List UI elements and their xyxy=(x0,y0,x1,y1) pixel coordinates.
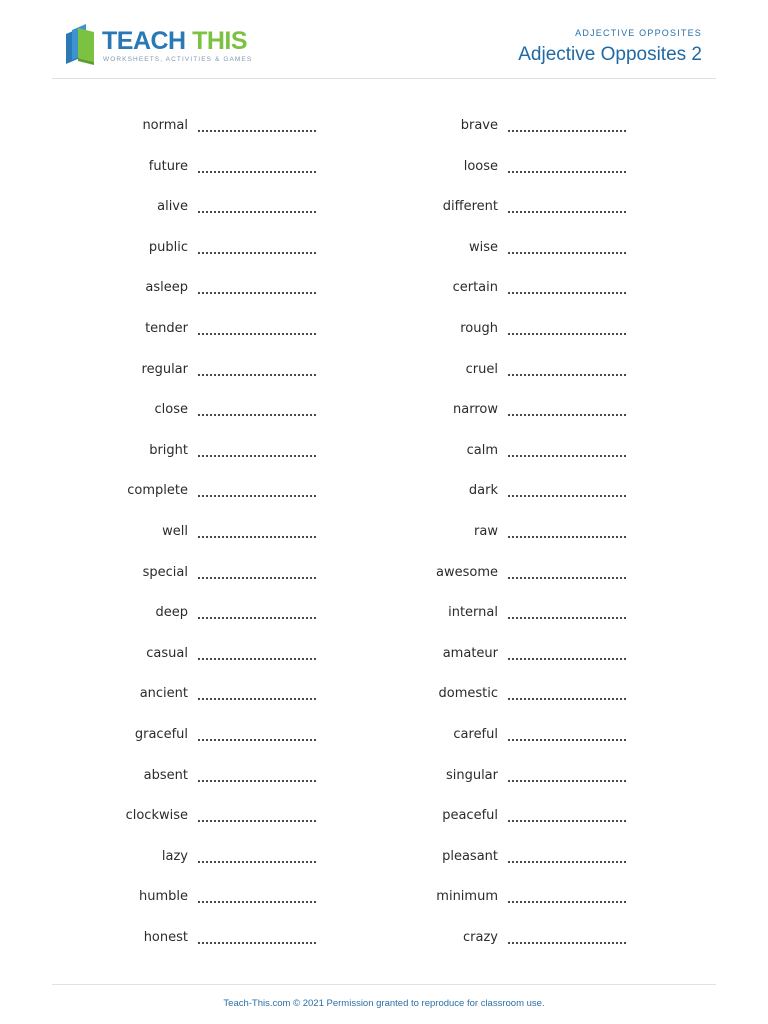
word-row xyxy=(390,113,650,154)
worksheet-title: Adjective Opposites 2 xyxy=(518,44,702,65)
answer-blank[interactable] xyxy=(198,901,316,903)
adjective-word: awesome xyxy=(436,564,498,580)
answer-blank[interactable] xyxy=(508,414,626,416)
adjective-word: normal xyxy=(142,118,188,133)
answer-blank[interactable] xyxy=(508,252,626,254)
answer-blank[interactable] xyxy=(508,577,626,579)
answer-blank[interactable] xyxy=(508,617,626,619)
word-row xyxy=(390,235,650,276)
adjective-word: raw xyxy=(474,523,498,539)
adjective-word: public xyxy=(148,239,188,255)
answer-blank[interactable] xyxy=(198,495,316,497)
page-header xyxy=(0,0,768,80)
word-row xyxy=(390,275,650,316)
answer-blank[interactable] xyxy=(198,698,316,700)
answer-blank[interactable] xyxy=(508,698,626,700)
word-row xyxy=(390,438,650,479)
answer-blank[interactable] xyxy=(198,455,316,457)
adjective-word: singular xyxy=(445,767,498,783)
answer-blank[interactable] xyxy=(198,861,316,863)
word-row xyxy=(390,560,650,601)
book-logo-icon xyxy=(64,24,98,66)
word-row xyxy=(390,194,650,235)
answer-blank[interactable] xyxy=(508,171,626,173)
word-row xyxy=(390,722,650,763)
adjective-word: loose xyxy=(463,158,498,174)
word-row xyxy=(80,884,340,925)
word-row xyxy=(390,641,650,682)
answer-blank[interactable] xyxy=(198,211,316,213)
word-row xyxy=(390,478,650,519)
word-row xyxy=(80,316,340,357)
answer-blank[interactable] xyxy=(508,455,626,457)
word-row xyxy=(80,803,340,844)
word-row xyxy=(80,600,340,641)
answer-blank[interactable] xyxy=(508,739,626,741)
word-row xyxy=(80,438,340,479)
adjective-word: different xyxy=(442,199,498,215)
answer-blank[interactable] xyxy=(508,333,626,335)
word-row xyxy=(390,316,650,357)
worksheet-heading xyxy=(518,26,702,68)
adjective-word: ancient xyxy=(139,686,188,702)
copyright-footer: Teach-This.com © 2021 Permission granted to reproduce for classroom use. xyxy=(223,998,545,1009)
adjective-word: wise xyxy=(468,239,498,255)
header-divider xyxy=(52,78,716,79)
word-row xyxy=(390,803,650,844)
adjective-word: deep xyxy=(155,605,188,621)
word-row xyxy=(80,560,340,601)
adjective-word: honest xyxy=(143,929,188,945)
word-row xyxy=(80,478,340,519)
adjective-word: lazy xyxy=(161,848,188,864)
answer-blank[interactable] xyxy=(198,739,316,741)
word-row xyxy=(390,397,650,438)
word-row xyxy=(390,925,650,966)
word-row xyxy=(80,113,340,154)
answer-blank[interactable] xyxy=(508,292,626,294)
answer-blank[interactable] xyxy=(508,495,626,497)
answer-blank[interactable] xyxy=(508,658,626,660)
adjective-word: narrow xyxy=(453,402,498,418)
adjective-word: peaceful xyxy=(442,808,498,824)
logo-tagline: WORKSHEETS, ACTIVITIES & GAMES xyxy=(103,56,253,63)
word-row xyxy=(390,844,650,885)
word-row xyxy=(390,600,650,641)
answer-blank[interactable] xyxy=(508,211,626,213)
answer-blank[interactable] xyxy=(508,820,626,822)
answer-blank[interactable] xyxy=(198,252,316,254)
adjective-word: internal xyxy=(448,605,498,621)
adjective-word: certain xyxy=(452,280,498,296)
answer-blank[interactable] xyxy=(198,333,316,335)
word-row xyxy=(80,154,340,195)
adjective-word: pleasant xyxy=(442,848,498,864)
word-row xyxy=(80,763,340,804)
answer-blank[interactable] xyxy=(198,780,316,782)
adjective-word: calm xyxy=(466,442,498,458)
answer-blank[interactable] xyxy=(508,780,626,782)
answer-blank[interactable] xyxy=(508,374,626,376)
word-row xyxy=(80,722,340,763)
adjective-word: humble xyxy=(138,889,188,905)
word-row xyxy=(80,925,340,966)
answer-blank[interactable] xyxy=(198,414,316,416)
answer-blank[interactable] xyxy=(508,130,626,132)
answer-blank[interactable] xyxy=(198,292,316,294)
adjective-word: domestic xyxy=(438,686,498,702)
answer-blank[interactable] xyxy=(508,861,626,863)
answer-blank[interactable] xyxy=(198,374,316,376)
answer-blank[interactable] xyxy=(508,942,626,944)
word-row xyxy=(390,884,650,925)
adjective-word: regular xyxy=(141,361,188,377)
word-row xyxy=(390,154,650,195)
word-row xyxy=(80,357,340,398)
adjective-word: special xyxy=(142,564,188,580)
adjective-word: tender xyxy=(145,320,188,336)
word-row xyxy=(80,641,340,682)
word-row xyxy=(390,681,650,722)
logo-word-teach: TEACH xyxy=(102,27,186,55)
adjective-word: complete xyxy=(127,483,188,499)
adjective-word: minimum xyxy=(436,889,498,905)
left-word-column xyxy=(80,113,340,965)
adjective-word: close xyxy=(154,402,188,418)
answer-blank[interactable] xyxy=(198,942,316,944)
adjective-word: crazy xyxy=(463,929,498,945)
right-word-column xyxy=(390,113,650,965)
word-row xyxy=(390,357,650,398)
adjective-word: cruel xyxy=(465,361,498,377)
word-row xyxy=(80,844,340,885)
adjective-word: alive xyxy=(157,199,188,215)
adjective-word: graceful xyxy=(134,726,188,742)
word-row xyxy=(80,275,340,316)
word-row xyxy=(80,194,340,235)
answer-blank[interactable] xyxy=(198,617,316,619)
answer-blank[interactable] xyxy=(198,536,316,538)
adjective-word: casual xyxy=(146,645,188,661)
word-row xyxy=(80,397,340,438)
answer-blank[interactable] xyxy=(198,658,316,660)
word-row xyxy=(390,519,650,560)
logo-wordmark xyxy=(102,27,247,55)
word-row xyxy=(80,519,340,560)
adjective-word: dark xyxy=(468,483,498,499)
adjective-word: future xyxy=(148,158,188,174)
adjective-word: bright xyxy=(149,442,188,458)
adjective-word: clockwise xyxy=(125,808,188,824)
adjective-word: absent xyxy=(143,767,188,783)
answer-blank[interactable] xyxy=(198,130,316,132)
footer-divider xyxy=(52,984,716,985)
answer-blank[interactable] xyxy=(198,577,316,579)
worksheet-category: ADJECTIVE OPPOSITES xyxy=(575,28,702,38)
answer-blank[interactable] xyxy=(198,171,316,173)
adjective-word: rough xyxy=(460,320,498,336)
word-row xyxy=(80,681,340,722)
adjective-word: careful xyxy=(453,726,498,742)
word-row xyxy=(80,235,340,276)
adjective-word: brave xyxy=(460,118,498,133)
word-row xyxy=(390,763,650,804)
logo-word-this: THIS xyxy=(192,27,248,55)
answer-blank[interactable] xyxy=(198,820,316,822)
teach-this-logo xyxy=(64,24,264,70)
answer-blank[interactable] xyxy=(508,901,626,903)
adjective-word: asleep xyxy=(145,280,188,296)
adjective-word: well xyxy=(162,523,188,539)
answer-blank[interactable] xyxy=(508,536,626,538)
adjective-word: amateur xyxy=(442,645,498,661)
